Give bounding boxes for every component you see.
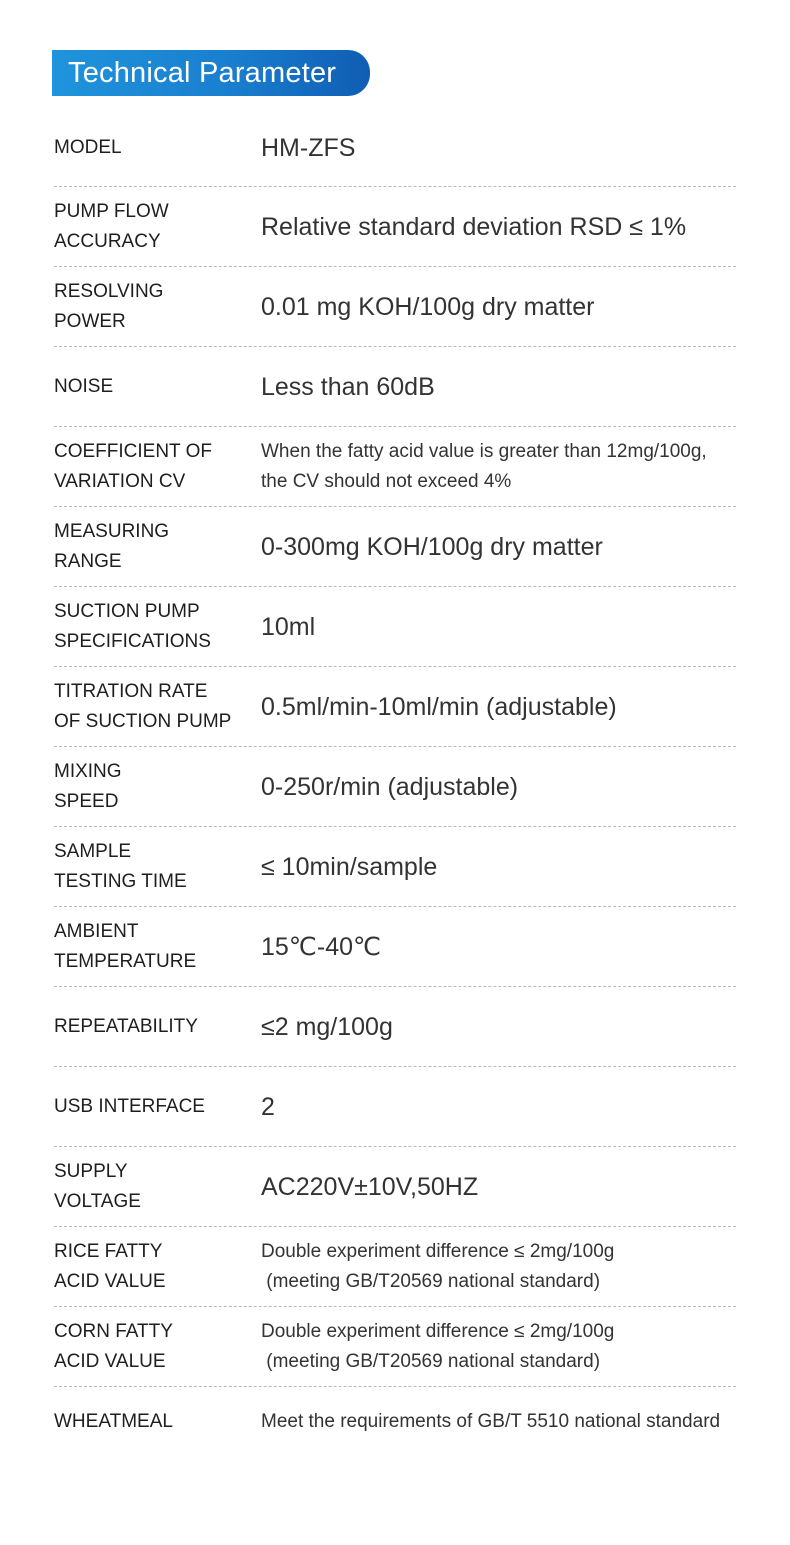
spec-value (261, 292, 741, 322)
spec-value-line: ≤ 10min/sample (261, 852, 438, 881)
spec-value-line: Double experiment difference ≤ 2mg/100g (261, 1320, 615, 1342)
spec-value-line: HM-ZFS (261, 134, 356, 162)
spec-row (54, 987, 736, 1067)
spec-row (54, 827, 736, 907)
spec-label-line: SPECIFICATIONS (54, 630, 211, 652)
spec-value-line: (meeting GB/T20569 national standard) (261, 1350, 601, 1372)
spec-row (54, 1227, 736, 1307)
spec-value (261, 1407, 741, 1437)
spec-label-line: WHEATMEAL (54, 1411, 173, 1432)
spec-value-line: AC220V±10V,50HZ (261, 1172, 479, 1201)
spec-label (54, 1012, 244, 1042)
spec-row (54, 667, 736, 747)
spec-label (54, 197, 244, 257)
spec-row (54, 347, 736, 427)
spec-value-line: 0.01 mg KOH/100g dry matter (261, 292, 595, 321)
spec-value-line: When the fatty acid value is greater than 12mg/100g, (261, 440, 707, 462)
spec-row (54, 507, 736, 587)
spec-value-line: 15℃-40℃ (261, 932, 382, 961)
spec-value-line: 0-250r/min (adjustable) (261, 772, 519, 801)
spec-row (54, 110, 736, 187)
spec-value-line: (meeting GB/T20569 national standard) (261, 1270, 601, 1292)
spec-value-line: 0.5ml/min-10ml/min (adjustable) (261, 692, 617, 721)
spec-label-line: RANGE (54, 550, 122, 572)
spec-value-line: the CV should not exceed 4% (261, 470, 512, 492)
spec-label-line: POWER (54, 310, 126, 332)
spec-value (261, 1012, 741, 1042)
spec-value (261, 437, 741, 497)
spec-value (261, 372, 741, 402)
spec-value-line: 0-300mg KOH/100g dry matter (261, 532, 603, 561)
spec-label (54, 277, 244, 337)
spec-value-line: 10ml (261, 612, 316, 641)
spec-label-line: TITRATION RATE (54, 680, 208, 702)
spec-row (54, 187, 736, 267)
spec-label-line: TESTING TIME (54, 870, 187, 892)
spec-label-line: ACID VALUE (54, 1350, 166, 1372)
spec-label-line: SUCTION PUMP (54, 600, 200, 622)
spec-label-line: COEFFICIENT OF (54, 440, 212, 462)
spec-row (54, 907, 736, 987)
spec-value (261, 532, 741, 562)
spec-row (54, 1147, 736, 1227)
spec-label (54, 1237, 244, 1297)
spec-label (54, 677, 244, 737)
spec-value (261, 212, 741, 242)
spec-value (261, 932, 741, 962)
spec-label-line: TEMPERATURE (54, 950, 197, 972)
spec-value-line: 2 (261, 1092, 275, 1121)
spec-label-line: SUPPLY (54, 1160, 128, 1182)
spec-label-line: USB INTERFACE (54, 1095, 205, 1117)
spec-label (54, 1092, 244, 1122)
spec-label-line: CORN FATTY (54, 1320, 173, 1342)
spec-value (261, 692, 741, 722)
spec-label-line: MODEL (54, 137, 122, 158)
spec-label-line: PUMP FLOW (54, 200, 169, 222)
spec-value-line: ≤2 mg/100g (261, 1012, 393, 1041)
spec-row (54, 1307, 736, 1387)
spec-value (261, 772, 741, 802)
section-title-badge (52, 50, 370, 96)
spec-label (54, 837, 244, 897)
spec-label (54, 1157, 244, 1217)
spec-row (54, 747, 736, 827)
spec-label (54, 372, 244, 402)
spec-value-line: Less than 60dB (261, 372, 435, 401)
spec-value (261, 612, 741, 642)
spec-label (54, 757, 244, 817)
spec-value (261, 852, 741, 882)
spec-value-line: Meet the requirements of GB/T 5510 national standard (261, 1411, 721, 1432)
spec-label-line: RICE FATTY (54, 1240, 163, 1262)
spec-row (54, 587, 736, 667)
spec-value (261, 133, 741, 163)
spec-label (54, 917, 244, 977)
spec-row (54, 267, 736, 347)
spec-row (54, 1067, 736, 1147)
spec-label (54, 1317, 244, 1377)
spec-value-line: Double experiment difference ≤ 2mg/100g (261, 1240, 615, 1262)
spec-label (54, 437, 244, 497)
section-title: Technical Parameter (68, 57, 337, 89)
spec-label-line: SAMPLE (54, 840, 132, 862)
spec-label-line: MIXING (54, 760, 122, 782)
spec-label-line: OF SUCTION PUMP (54, 710, 232, 732)
spec-value-line: Relative standard deviation RSD ≤ 1% (261, 212, 687, 241)
spec-value (261, 1317, 741, 1377)
spec-label-line: RESOLVING (54, 280, 164, 302)
spec-label-line: NOISE (54, 375, 114, 397)
spec-label (54, 133, 244, 163)
spec-label-line: AMBIENT (54, 920, 139, 942)
spec-label (54, 1407, 244, 1437)
spec-label-line: ACID VALUE (54, 1270, 166, 1292)
spec-label-line: VARIATION CV (54, 470, 186, 492)
spec-label-line: REPEATABILITY (54, 1015, 198, 1037)
spec-label (54, 517, 244, 577)
spec-label-line: VOLTAGE (54, 1190, 141, 1212)
spec-row (54, 1387, 736, 1457)
spec-value (261, 1237, 741, 1297)
spec-label-line: MEASURING (54, 520, 170, 542)
spec-value (261, 1092, 741, 1122)
spec-value (261, 1172, 741, 1202)
spec-label-line: ACCURACY (54, 230, 161, 252)
spec-label (54, 597, 244, 657)
spec-label-line: SPEED (54, 790, 119, 812)
spec-row (54, 427, 736, 507)
